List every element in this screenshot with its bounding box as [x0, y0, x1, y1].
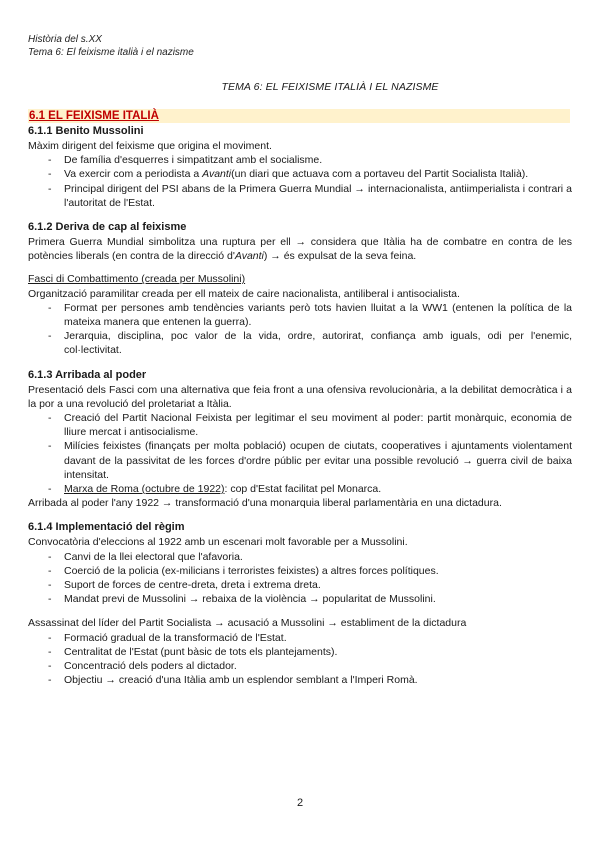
- list-item: - Canvi de la llei electoral que l'afavoria.: [28, 550, 572, 564]
- list-item-text: (un diari que actuava com a portaveu del Partit Socialista Italià).: [231, 168, 529, 181]
- bullet-list: [28, 631, 572, 688]
- list-item: [28, 167, 572, 181]
- document-title: TEMA 6: EL FEIXISME ITALIÀ I EL NAZISME: [221, 81, 439, 93]
- newspaper-name: Avanti: [202, 168, 232, 181]
- paragraph: [28, 235, 572, 263]
- bullet-list: [28, 550, 572, 607]
- paragraph-text: ) → és expulsat de la seva feina.: [263, 250, 417, 263]
- section-title: 6.1 EL FEIXISME ITALIÀ: [28, 109, 570, 123]
- fasci-subtitle: Fasci di Combattimento (creada per Mussolini): [28, 273, 246, 286]
- paragraph: Convocatòria d'eleccions al 1922 amb un escenari molt favorable per a Mussolini.: [28, 536, 408, 549]
- list-item: - Jerarquia, disciplina, poc valor de la vida, ordre, autorirat, confiança amb iguals, odi per l'enemic, col·lectivitat.: [28, 329, 572, 357]
- paragraph-text: Primera Guerra Mundial simbolitza una ruptura per ell → considera que Itàlia ha de combatre en contra de les potències liberals (en contra de la direcció d': [28, 236, 572, 263]
- list-item: - Concentració dels poders al dictador.: [28, 659, 572, 673]
- running-header: [28, 33, 572, 59]
- list-item-text: Va exercir com a periodista a: [64, 168, 203, 181]
- list-item: [28, 482, 572, 496]
- bullet-list: [28, 411, 572, 496]
- list-item: - Principal dirigent del PSI abans de la Primera Guerra Mundial → internacionalista, antiimperialista i contrari a l'autoritat de l'Estat.: [28, 182, 572, 210]
- list-item-text: : cop d'Estat facilitat pel Monarca.: [224, 483, 382, 496]
- paragraph: Organització paramilitar creada per ell mateix de caire nacionalista, antiliberal i antisocialista.: [28, 287, 460, 300]
- bullet-list: [28, 153, 572, 210]
- header-topic: Tema 6: El feixisme italià i el nazisme: [28, 47, 194, 58]
- document-page: [28, 33, 572, 688]
- list-item: - Objectiu → creació d'una Itàlia amb un esplendor semblant a l'Imperi Romà.: [28, 673, 572, 687]
- paragraph: Arribada al poder l'any 1922 → transformació d'una monarquia liberal parlamentària en una dictadura.: [28, 497, 502, 510]
- newspaper-name: Avanti: [234, 250, 264, 263]
- list-item: - Formació gradual de la transformació de l'Estat.: [28, 631, 572, 645]
- subsection-heading-arribada: 6.1.3 Arribada al poder: [28, 368, 147, 381]
- list-item: - Centralitat de l'Estat (punt bàsic de tots els plantejaments).: [28, 645, 572, 659]
- header-course: Història del s.XX: [28, 34, 102, 45]
- list-item: - Milícies feixistes (finançats per molta població) ocupen de ciutats, cooperatives i ajuntaments violentament davant de la passivitat de les forces d'ordre públic per evitar una possible revolució → guerra civil de baixa intensitat.: [28, 439, 572, 482]
- marxa-de-roma: Marxa de Roma (octubre de 1922): [64, 483, 225, 496]
- subsection-heading-mussolini: 6.1.1 Benito Mussolini: [28, 125, 144, 137]
- list-item: - Mandat previ de Mussolini → rebaixa de la violència → popularitat de Mussolini.: [28, 592, 572, 606]
- paragraph: Assassinat del líder del Partit Socialista → acusació a Mussolini → establiment de la dictadura: [28, 617, 467, 630]
- bullet-list: [28, 301, 572, 358]
- paragraph: Presentació dels Fasci com una alternativa que feia front a una ofensiva revolucionària, a la debilitat democràtica i a la por a una revolució del proletariat a Itàlia.: [28, 383, 572, 410]
- subsection-heading-deriva: 6.1.2 Deriva de cap al feixisme: [28, 221, 187, 234]
- paragraph: Màxim dirigent del feixisme que origina el moviment.: [28, 140, 272, 152]
- list-item: - De família d'esquerres i simpatitzant amb el socialisme.: [28, 153, 572, 167]
- list-item: - Suport de forces de centre-dreta, dreta i extrema dreta.: [28, 578, 572, 592]
- list-item: - Format per persones amb tendències variants però tots havien lluitat a la WW1 (entenen la política de la mateixa manera que entenen la guerra).: [28, 301, 572, 329]
- subsection-heading-implementacio: 6.1.4 Implementació del règim: [28, 521, 185, 534]
- list-item: - Creació del Partit Nacional Feixista per legitimar el seu moviment al poder: partit monàrquic, economia de lliure mercat i antisocialisme.: [28, 411, 572, 439]
- list-item: - Coerció de la policia (ex-milicians i terroristes feixistes) a altres forces polítiques.: [28, 564, 572, 578]
- page-number: 2: [296, 797, 304, 809]
